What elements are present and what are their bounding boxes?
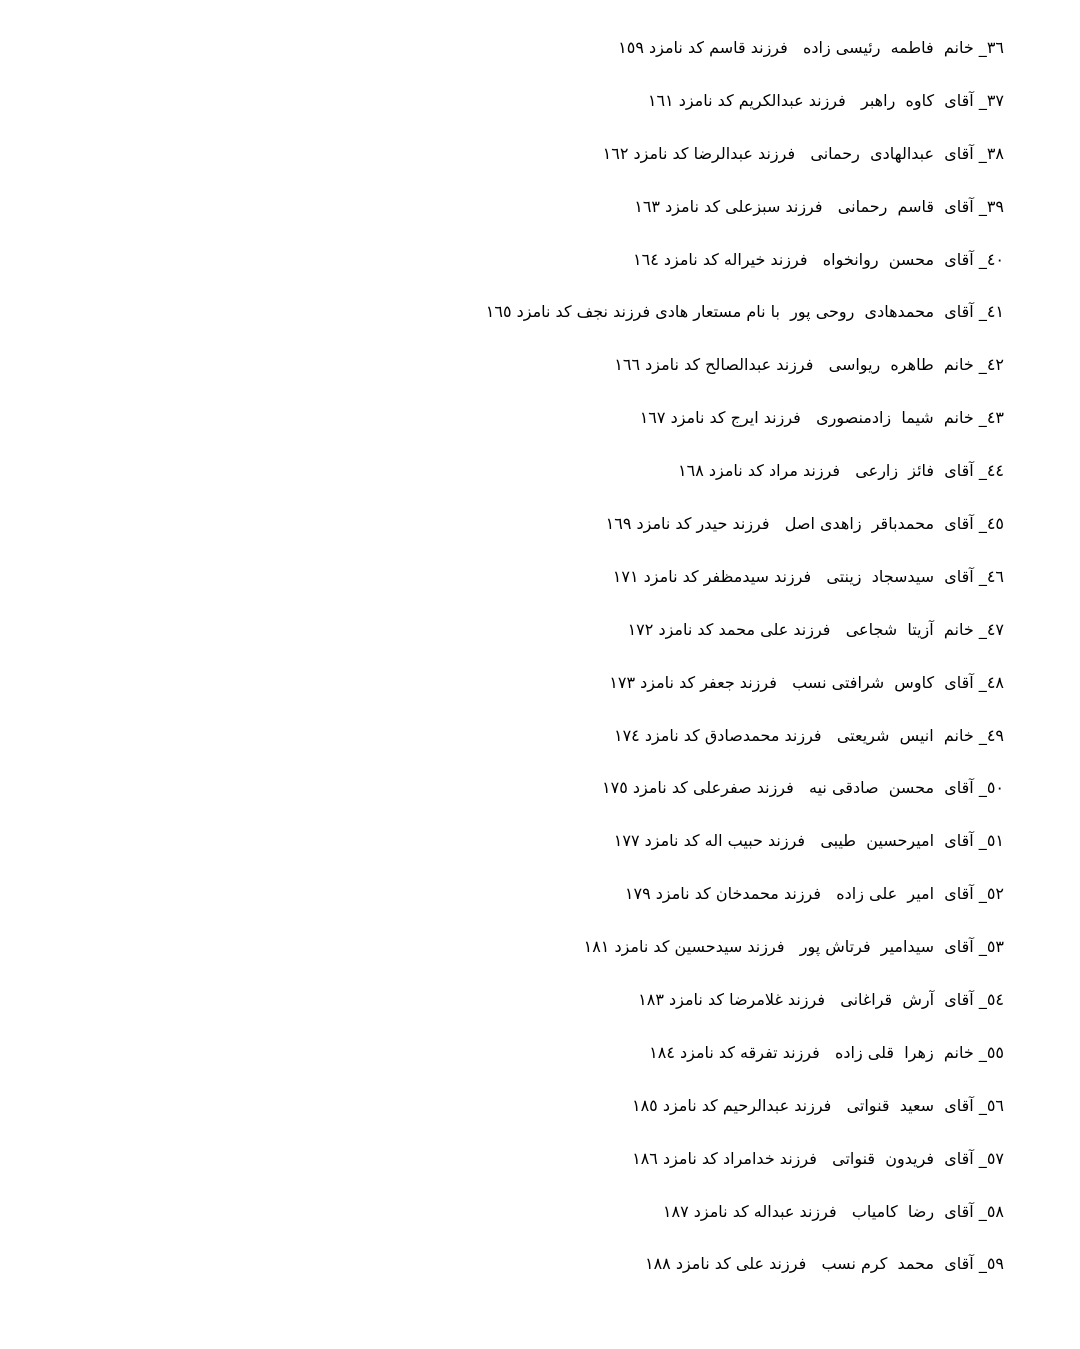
candidate-entry: ٤١_ آقای محمدهادی روحی پور با نام مستعار هادی فرزند نجف کد نامزد ١٦٥ bbox=[485, 302, 1004, 322]
candidate-entry: ٤٩_ خانم انیس شریعتی فرزند محمدصادق کد نامزد ١٧٤ bbox=[613, 725, 1004, 745]
candidate-entry: ٥٠_ آقای محسن صادقی نیه فرزند صفرعلی کد نامزد ١٧٥ bbox=[602, 778, 1004, 798]
candidate-entry: ٥٩_ آقای محمد کرم نسب فرزند علی کد نامزد ١٨٨ bbox=[644, 1254, 1004, 1274]
candidate-entry: ٥١_ آقای امیرحسین طیبی فرزند حبیب اله کد نامزد ١٧٧ bbox=[613, 831, 1004, 851]
candidate-entry: ٤٥_ آقای محمدباقر زاهدی اصل فرزند حیدر کد نامزد ١٦٩ bbox=[605, 514, 1004, 534]
candidate-entry: ٤٦_ آقای سیدسجاد زینتی فرزند سیدمظفر کد نامزد ١٧١ bbox=[612, 566, 1004, 586]
candidate-entry: ٤٢_ خانم طاهره ریواسی فرزند عبدالصالح کد نامزد ١٦٦ bbox=[614, 355, 1004, 375]
candidate-entry: ٥٦_ آقای سعید قنواتی فرزند عبدالرحیم کد نامزد ١٨٥ bbox=[631, 1095, 1004, 1115]
candidate-entry: ٥٧_ آقای فریدون قنواتی فرزند خدامراد کد نامزد ١٨٦ bbox=[632, 1148, 1004, 1168]
candidate-entry: ٤٤_ آقای فائز زارعی فرزند مراد کد نامزد ١٦٨ bbox=[678, 461, 1004, 481]
candidate-entry: ٤٠_ آقای محسن روانخواه فرزند خیراله کد نامزد ١٦٤ bbox=[633, 249, 1004, 269]
candidate-entry: ٤٣_ خانم شیما زادمنصوری فرزند ایرج کد نامزد ١٦٧ bbox=[639, 408, 1004, 428]
candidate-entry: ٤٧_ خانم آزیتا شجاعی فرزند علی محمد کد نامزد ١٧٢ bbox=[627, 619, 1004, 639]
candidate-entry: ٤٨_ آقای کاوس شرافتی نسب فرزند جعفر کد نامزد ١٧٣ bbox=[609, 672, 1004, 692]
candidate-list bbox=[4, 22, 1004, 1291]
candidate-entry: ٥٤_ آقای آرش قراغانی فرزند غلامرضا کد نامزد ١٨٣ bbox=[638, 990, 1004, 1010]
candidate-entry: ٣٦_ خانم فاطمه رئیسی زاده فرزند قاسم کد نامزد ١٥٩ bbox=[618, 38, 1004, 57]
candidate-entry: ٣٧_ آقای کاوه راهبر فرزند عبدالکریم کد نامزد ١٦١ bbox=[647, 90, 1004, 110]
candidate-entry: ٥٢_ آقای امیر علی زاده فرزند محمدخان کد نامزد ١٧٩ bbox=[624, 884, 1004, 904]
candidate-entry: ٣٨_ آقای عبدالهادی رحمانی فرزند عبدالرضا کد نامزد ١٦٢ bbox=[602, 143, 1004, 163]
candidate-entry: ٥٥_ خانم زهرا قلی زاده فرزند تفرقه کد نامزد ١٨٤ bbox=[649, 1042, 1004, 1062]
candidate-entry: ٥٣_ آقای سیدامیر فرتاش پور فرزند سیدحسین کد نامزد ١٨١ bbox=[583, 937, 1004, 957]
candidate-entry: ٣٩_ آقای قاسم رحمانی فرزند سبزعلی کد نامزد ١٦٣ bbox=[634, 196, 1004, 216]
candidate-entry: ٥٨_ آقای رضا کامیاب فرزند عبداله کد نامزد ١٨٧ bbox=[662, 1201, 1004, 1221]
